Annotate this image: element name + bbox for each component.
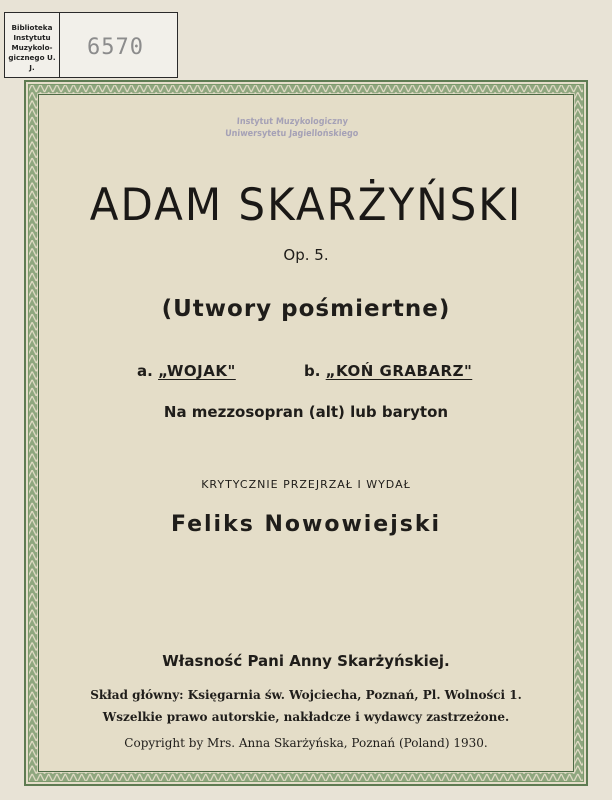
voice-designation: Na mezzosopran (alt) lub baryton	[163, 403, 449, 421]
copyright-note: Copyright by Mrs. Anna Skarżyńska, Poznań (Poland) 1930.	[124, 736, 488, 750]
song-title: „KOŃ GRABARZ"	[325, 362, 473, 380]
rights-note: Wszelkie prawo autorskie, nakładcze i wydawcy zastrzeżone.	[102, 710, 510, 724]
institute-stamp	[221, 116, 362, 140]
library-stamp	[4, 12, 178, 78]
song-prefix: a.	[137, 362, 153, 380]
subtitle: (Utwory pośmiertne)	[161, 296, 451, 322]
library-stamp-line: gicznego U. J.	[8, 53, 56, 72]
editor-name: Feliks Nowowiejski	[170, 512, 442, 537]
song-prefix: b.	[304, 362, 321, 380]
opus-number: Op. 5.	[283, 246, 329, 264]
institute-stamp-line: Instytut Muzykologiczny	[236, 117, 349, 127]
institute-stamp-line: Uniwersytetu Jagiellońskiego	[224, 129, 359, 139]
song-title: „WOJAK"	[158, 362, 236, 380]
library-stamp-line: Instytutu	[13, 33, 51, 42]
ownership-note: Własność Pani Anny Skarżyńskiej.	[162, 652, 450, 670]
composer-name: ADAM SKARŻYŃSKI	[89, 178, 523, 231]
library-stamp-line: Muzykolo-	[11, 43, 53, 52]
catalog-number: 6570	[87, 35, 144, 60]
song-a	[137, 362, 236, 380]
library-stamp-line: Biblioteka	[11, 23, 53, 32]
edited-by-label: KRYTYCZNIE PRZEJRZAŁ I WYDAŁ	[201, 478, 411, 491]
library-stamp-label	[5, 13, 60, 77]
song-b	[304, 362, 472, 380]
depot-note: Skład główny: Księgarnia św. Wojciecha, Poznań, Pl. Wolności 1.	[90, 688, 522, 702]
